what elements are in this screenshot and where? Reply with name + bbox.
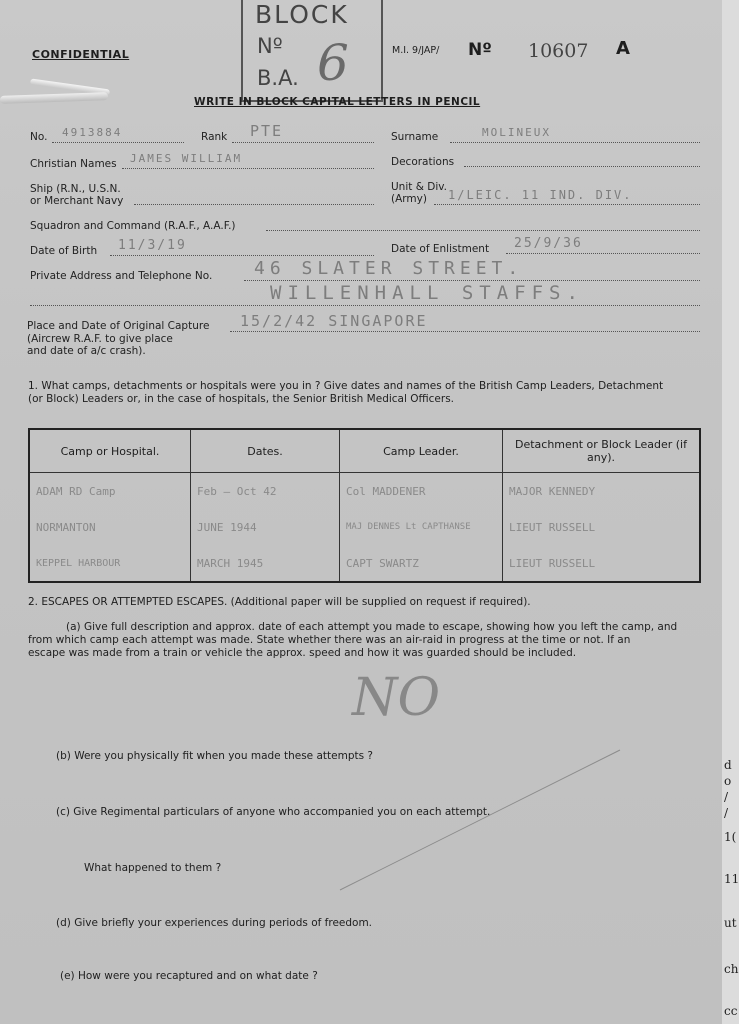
underlying-page-edge bbox=[722, 0, 739, 1024]
surname-label: Surname bbox=[391, 131, 439, 143]
serial-number: 10607 bbox=[528, 40, 589, 62]
address-value-2: WILLENHALL STAFFS. bbox=[270, 282, 584, 304]
table-cell: ADAM RD Camp bbox=[29, 473, 191, 510]
enlistment-line bbox=[506, 253, 700, 254]
squadron-line bbox=[266, 230, 700, 231]
col-dates: Dates. bbox=[191, 429, 340, 473]
edge-fragment: 1( bbox=[724, 830, 737, 844]
table-cell: MAJ DENNES Lt CAPTHANSE bbox=[340, 509, 503, 545]
edge-fragment: 11 bbox=[724, 872, 739, 886]
enlistment-value: 25/9/36 bbox=[514, 236, 583, 251]
address-value-1: 46 SLATER STREET. bbox=[254, 258, 524, 279]
binding-string-knot bbox=[0, 92, 108, 104]
unit-line bbox=[434, 204, 700, 205]
col-camp-or-hospital: Camp or Hospital. bbox=[29, 429, 191, 473]
no-value: 4913884 bbox=[62, 126, 123, 139]
table-cell: MARCH 1945 bbox=[191, 545, 340, 582]
unit-label-line1: Unit & Div. bbox=[391, 181, 447, 193]
table-cell: JUNE 1944 bbox=[191, 509, 340, 545]
rank-field-line bbox=[232, 142, 374, 143]
question-2a-line1: (a) Give full description and approx. date of each attempt you made to escape, showing how you left the camp, and bbox=[66, 621, 678, 633]
rank-value: PTE bbox=[250, 122, 284, 140]
christian-names-line bbox=[122, 168, 374, 169]
col-camp-leader: Camp Leader. bbox=[340, 429, 503, 473]
question-1-line2: (or Block) Leaders or, in the case of hospitals, the Senior British Medical Officers. bbox=[28, 393, 455, 405]
confidential-label: CONFIDENTIAL bbox=[32, 48, 130, 61]
table-cell: KEPPEL HARBOUR bbox=[29, 545, 191, 582]
edge-fragment: / bbox=[724, 806, 729, 820]
camps-table bbox=[28, 428, 701, 583]
no-field-line bbox=[52, 142, 184, 143]
dob-line bbox=[110, 255, 374, 256]
table-cell: MAJOR KENNEDY bbox=[503, 473, 701, 510]
question-2-title: 2. ESCAPES OR ATTEMPTED ESCAPES. (Additional paper will be supplied on request if required). bbox=[28, 596, 531, 608]
table-cell: Feb – Oct 42 bbox=[191, 473, 340, 510]
question-2b: (b) Were you physically fit when you made these attempts ? bbox=[56, 750, 373, 762]
edge-fragment: ch bbox=[724, 962, 739, 976]
surname-value: MOLINEUX bbox=[482, 126, 551, 139]
enlistment-label: Date of Enlistment bbox=[391, 243, 490, 255]
question-2a-line2: from which camp each attempt was made. State whether there was an air-raid in progress at the time or not. If an bbox=[28, 634, 631, 646]
rank-label: Rank bbox=[201, 131, 228, 143]
serial-suffix: A bbox=[616, 38, 630, 59]
stamp-block-text: BLOCK bbox=[255, 0, 349, 29]
question-2e: (e) How were you recaptured and on what date ? bbox=[60, 970, 318, 982]
edge-fragment: cc bbox=[724, 1004, 738, 1018]
address-line-2 bbox=[30, 305, 700, 306]
table-cell: CAPT SWARTZ bbox=[340, 545, 503, 582]
pencil-stroke bbox=[330, 745, 630, 895]
unit-label bbox=[391, 181, 447, 205]
capture-label-line2: (Aircrew R.A.F. to give place bbox=[27, 332, 173, 345]
mi-reference: M.I. 9/JAP/ bbox=[392, 45, 440, 56]
capture-line bbox=[230, 331, 700, 332]
ship-line bbox=[134, 204, 374, 205]
unit-value: 1/LEIC. 11 IND. DIV. bbox=[448, 188, 633, 202]
question-1-text bbox=[28, 380, 663, 406]
question-2a-line3: escape was made from a train or vehicle the approx. speed and how it was guarded should be included. bbox=[28, 647, 577, 659]
capture-label-line1: Place and Date of Original Capture bbox=[27, 320, 210, 332]
instruction-heading: WRITE IN BLOCK CAPITAL LETTERS IN PENCIL bbox=[194, 96, 481, 108]
edge-fragment: ut bbox=[724, 916, 737, 930]
question-2c: (c) Give Regimental particulars of anyone who accompanied you on each attempt. bbox=[56, 806, 491, 818]
no-label: No. bbox=[30, 131, 48, 143]
edge-fragment: d bbox=[724, 758, 732, 772]
question-2c-followup: What happened to them ? bbox=[84, 862, 222, 874]
unit-label-line2: (Army) bbox=[391, 193, 427, 205]
address-line-1 bbox=[244, 280, 700, 281]
camps-table-header-row bbox=[29, 429, 700, 473]
ship-label-line1: Ship (R.N., U.S.N. bbox=[30, 183, 121, 195]
ship-label-line2: or Merchant Navy bbox=[30, 195, 124, 207]
table-row bbox=[29, 509, 700, 545]
table-row bbox=[29, 545, 700, 582]
stamp-ba-text: B.A. bbox=[257, 66, 299, 90]
edge-fragment: / bbox=[724, 790, 729, 804]
question-1-line1: 1. What camps, detachments or hospitals were you in ? Give dates and names of the British Camp Leaders, Detachment bbox=[28, 380, 664, 392]
escape-answer-handwritten: NO bbox=[352, 668, 441, 728]
block-stamp bbox=[241, 0, 383, 102]
stamp-no-text: Nº bbox=[257, 34, 283, 58]
address-label: Private Address and Telephone No. bbox=[30, 270, 213, 282]
question-2d: (d) Give briefly your experiences during periods of freedom. bbox=[56, 917, 373, 929]
dob-label: Date of Birth bbox=[30, 245, 98, 257]
christian-names-value: JAMES WILLIAM bbox=[130, 152, 243, 165]
dob-value: 11/3/19 bbox=[118, 238, 187, 253]
table-cell: LIEUT RUSSELL bbox=[503, 509, 701, 545]
christian-names-label: Christian Names bbox=[30, 158, 117, 170]
table-row bbox=[29, 473, 700, 510]
table-cell: NORMANTON bbox=[29, 509, 191, 545]
table-cell: LIEUT RUSSELL bbox=[503, 545, 701, 582]
col-detachment-leader: Detachment or Block Leader (if any). bbox=[503, 429, 701, 473]
surname-field-line bbox=[450, 142, 700, 143]
serial-no-label: Nº bbox=[468, 40, 492, 60]
stamp-block-number: 6 bbox=[317, 34, 349, 92]
question-2a-text bbox=[28, 621, 677, 660]
edge-fragment: o bbox=[724, 774, 732, 788]
capture-label-line3: and date of a/c crash). bbox=[27, 345, 146, 357]
squadron-label: Squadron and Command (R.A.F., A.A.F.) bbox=[30, 220, 236, 232]
decorations-label: Decorations bbox=[391, 156, 455, 168]
capture-label bbox=[27, 320, 209, 358]
decorations-line bbox=[464, 166, 700, 167]
ship-label bbox=[30, 183, 123, 207]
table-cell: Col MADDENER bbox=[340, 473, 503, 510]
capture-value: 15/2/42 SINGAPORE bbox=[240, 312, 428, 330]
